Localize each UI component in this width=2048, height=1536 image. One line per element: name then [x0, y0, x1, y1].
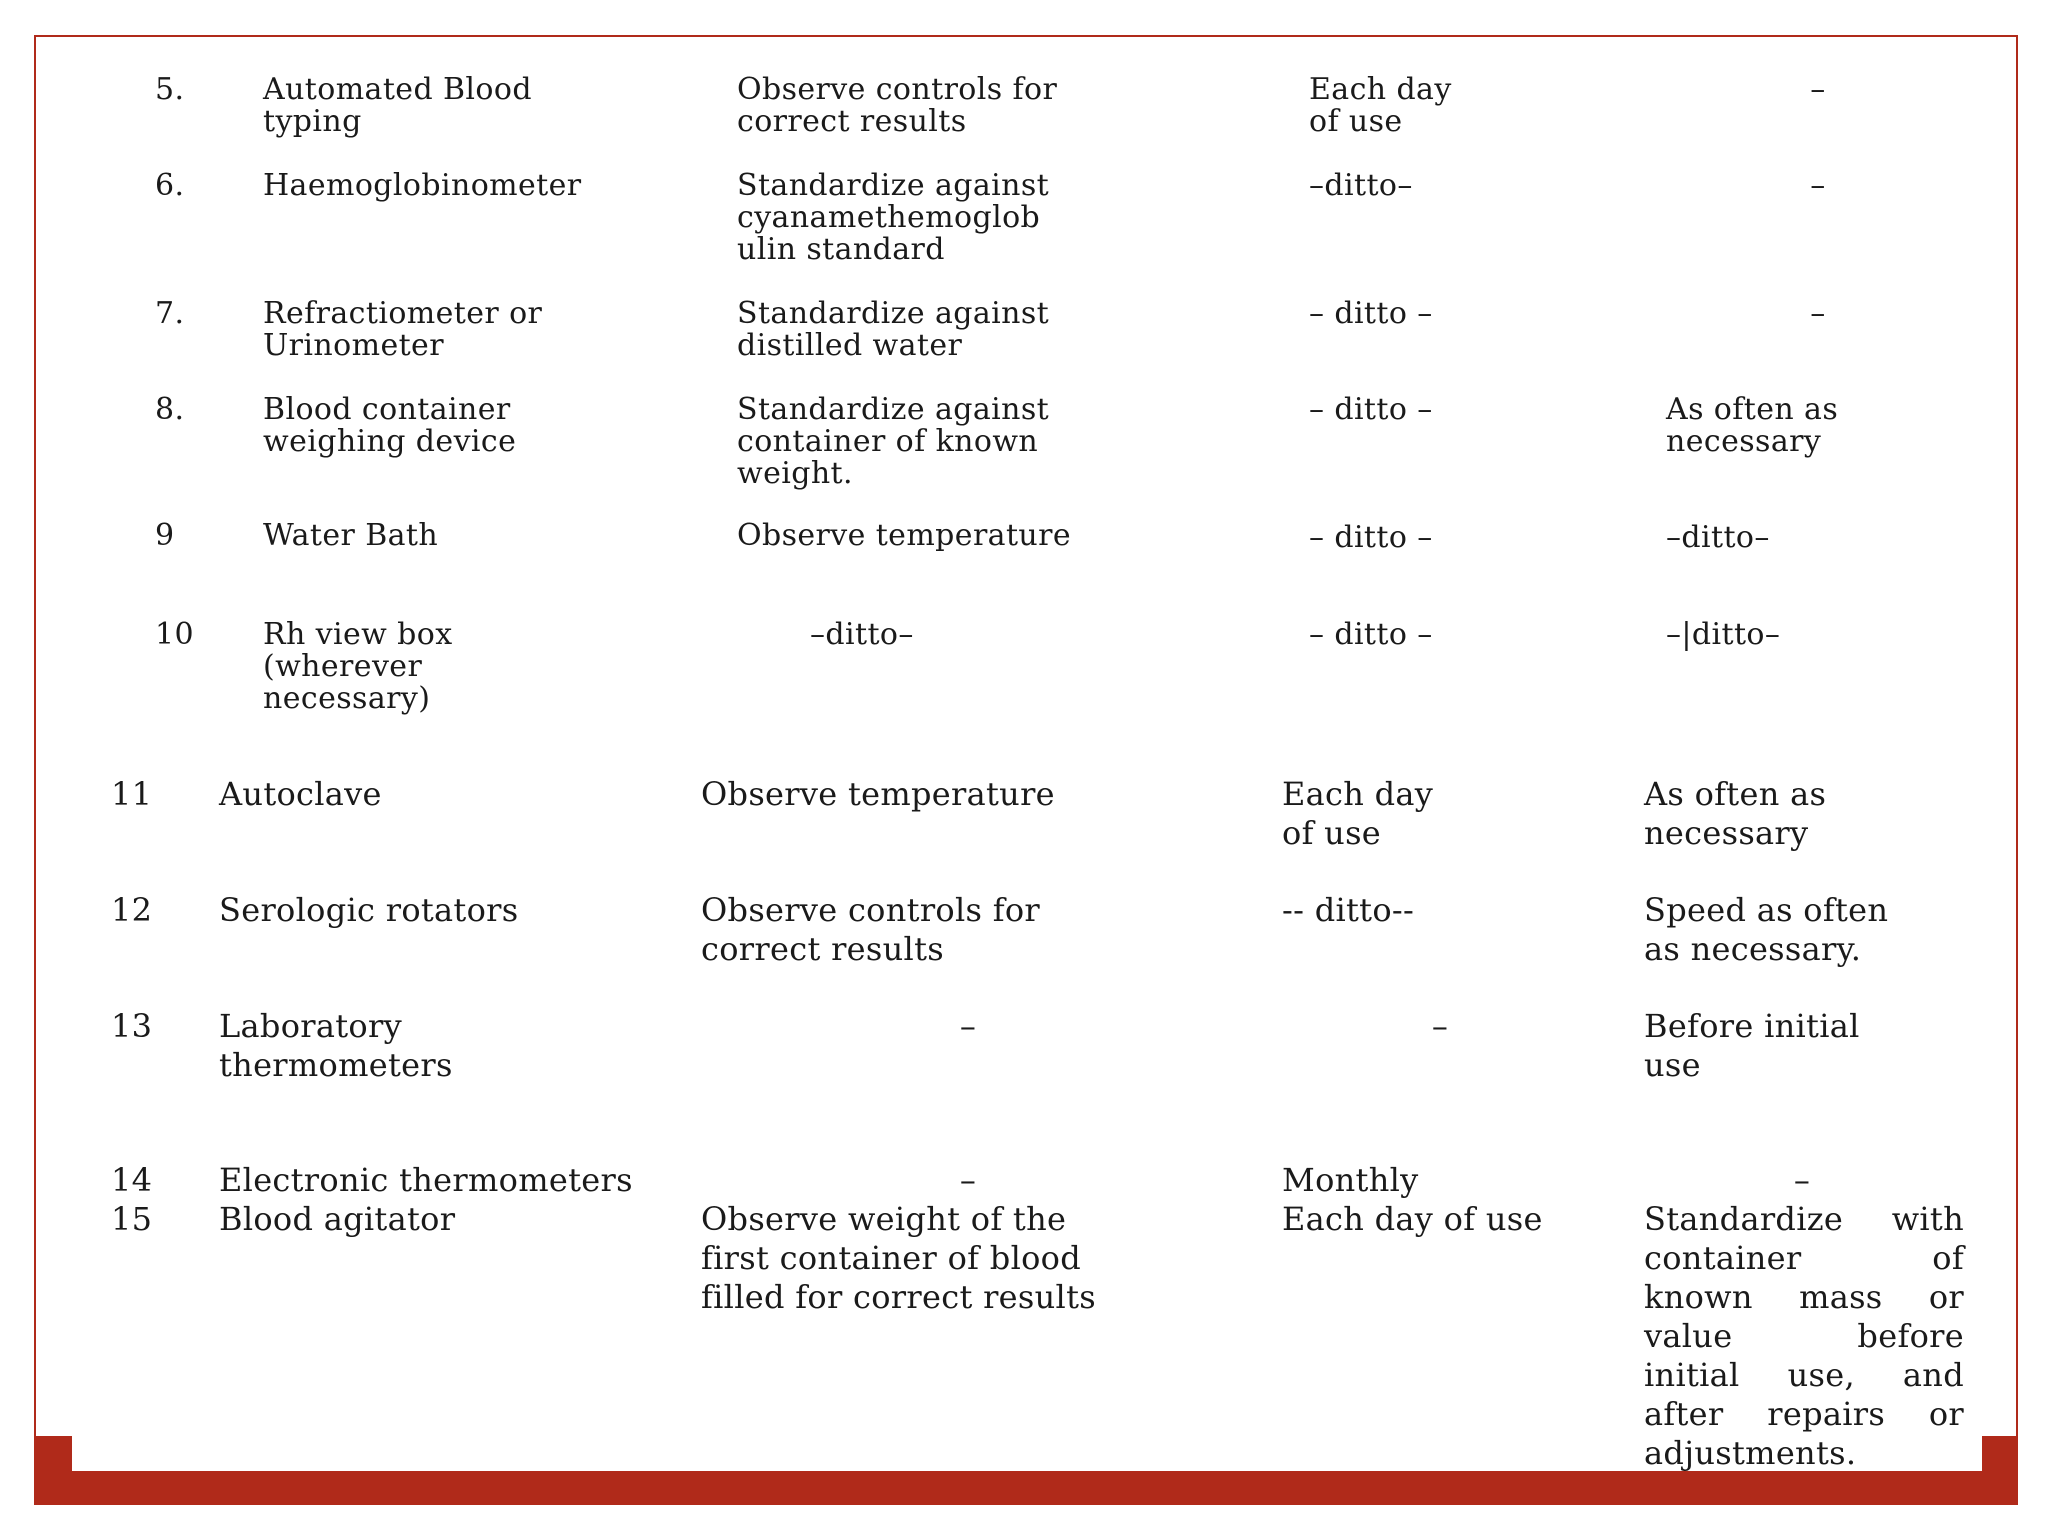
equipment-name: Water Bath	[263, 518, 439, 553]
calibration: Before initial use	[1644, 1007, 1860, 1084]
equipment-name: Automated Blood typing	[263, 72, 532, 139]
frame-corner-right	[1982, 1436, 2018, 1472]
row-number: 5.	[155, 72, 185, 107]
procedure: Observe controls for correct results	[737, 72, 1058, 139]
calibration: –	[1810, 296, 1826, 331]
calibration: As often as necessary	[1644, 775, 1827, 852]
frequency: –ditto–	[1309, 168, 1413, 203]
procedure: Standardize against distilled water	[737, 296, 1050, 363]
equipment-name: Blood container weighing device	[263, 392, 517, 459]
frequency: Monthly	[1282, 1161, 1419, 1199]
frequency: – ditto –	[1309, 520, 1433, 555]
frequency: Each day of use	[1282, 775, 1434, 852]
procedure: –	[959, 1161, 977, 1199]
calibration: As often as necessary	[1666, 392, 1839, 459]
equipment-name: Serologic rotators	[219, 891, 519, 929]
frequency: – ditto –	[1309, 617, 1433, 652]
equipment-name: Autoclave	[219, 775, 382, 813]
frequency: Each day of use	[1282, 1200, 1543, 1238]
calibration: –	[1793, 1161, 1811, 1199]
procedure: –	[959, 1007, 977, 1045]
row-number: 10	[155, 617, 194, 652]
frequency: -- ditto--	[1282, 891, 1415, 929]
procedure: Observe temperature	[737, 518, 1072, 553]
row-number: 12	[111, 891, 153, 929]
frequency: – ditto –	[1309, 296, 1433, 331]
row-number: 14	[111, 1161, 153, 1199]
procedure: Observe weight of the first container of blood filled for correct results	[701, 1200, 1096, 1316]
calibration: –|ditto–	[1666, 617, 1781, 652]
row-number: 8.	[155, 392, 185, 427]
row-number: 11	[111, 775, 153, 813]
procedure: Observe controls for correct results	[701, 891, 1041, 968]
calibration: –	[1810, 72, 1826, 107]
procedure: Standardize against cyanamethemoglob ulin standard	[737, 168, 1050, 267]
calibration: –	[1810, 168, 1826, 203]
equipment-name: Laboratory thermometers	[219, 1007, 453, 1084]
equipment-name: Electronic thermometers	[219, 1161, 633, 1199]
calibration: –ditto–	[1666, 520, 1770, 555]
equipment-name: Refractiometer or Urinometer	[263, 296, 543, 363]
row-number: 9	[155, 518, 175, 553]
row-number: 15	[111, 1200, 153, 1238]
frequency: – ditto –	[1309, 392, 1433, 427]
procedure: –ditto–	[810, 617, 914, 652]
frequency: Each day of use	[1309, 72, 1452, 139]
bottom-accent-bar	[34, 1471, 2018, 1505]
procedure: Observe temperature	[701, 775, 1055, 813]
calibration: Speed as often as necessary.	[1644, 891, 1889, 968]
equipment-name: Blood agitator	[219, 1200, 456, 1238]
row-number: 7.	[155, 296, 185, 331]
frequency: –	[1431, 1007, 1449, 1045]
calibration: Standardize with container of known mass or value before initial use, and after repairs or adjustments.	[1644, 1200, 1964, 1472]
row-number: 13	[111, 1007, 153, 1045]
row-number: 6.	[155, 168, 185, 203]
equipment-name: Rh view box (wherever necessary)	[263, 617, 453, 716]
procedure: Standardize against container of known weight.	[737, 392, 1050, 491]
equipment-name: Haemoglobinometer	[263, 168, 582, 203]
frame-corner-left	[34, 1436, 72, 1472]
